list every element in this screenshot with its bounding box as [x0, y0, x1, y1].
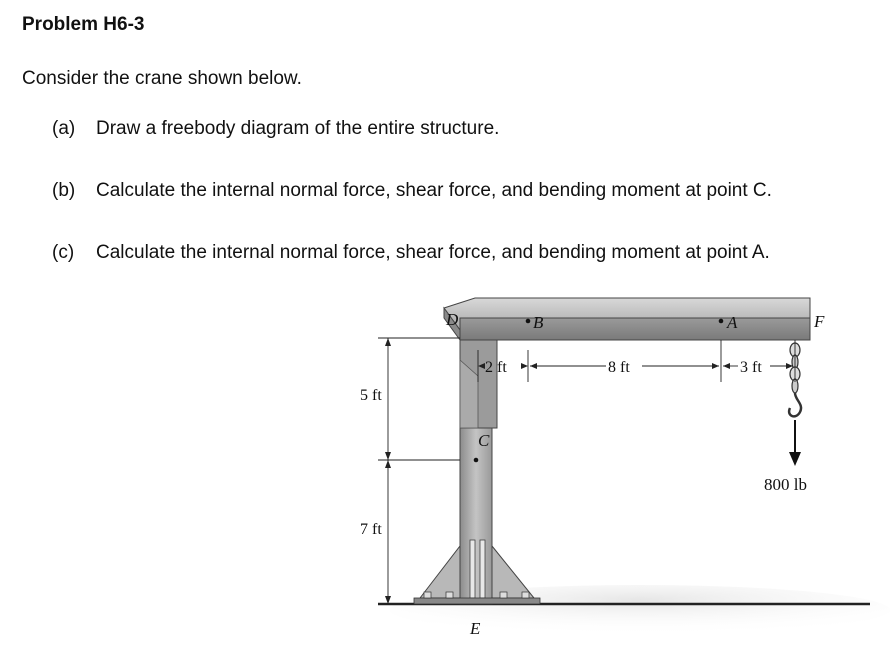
center-stiffener-a	[470, 540, 475, 598]
base-plate	[414, 598, 540, 604]
dimension-lines	[378, 338, 795, 604]
load-label: 800 lb	[764, 475, 807, 494]
hook	[789, 393, 801, 416]
part-b-text: Calculate the internal normal force, shear force, and bending moment at point C.	[96, 180, 772, 201]
beam-front-face	[460, 318, 810, 340]
load-arrow-head	[789, 452, 801, 466]
label-d: D	[446, 310, 459, 329]
base-plate-left	[420, 546, 460, 598]
dim-7ft: 7 ft	[360, 521, 382, 538]
label-a: A	[727, 313, 738, 332]
part-b-tag: (b)	[52, 180, 76, 201]
base-plate-right	[492, 546, 534, 598]
point-c-dot	[474, 458, 479, 463]
problem-title: Problem H6-3	[22, 14, 145, 35]
dim-2ft: 2 ft	[485, 359, 507, 376]
part-a-text: Draw a freebody diagram of the entire structure.	[96, 118, 500, 139]
center-stiffener-b	[480, 540, 485, 598]
label-f: F	[814, 312, 825, 331]
dim-3ft: 3 ft	[740, 359, 762, 376]
point-b-dot	[526, 319, 531, 324]
part-a-tag: (a)	[52, 118, 76, 139]
label-e: E	[470, 619, 481, 638]
dim-5ft: 5 ft	[360, 387, 382, 404]
label-b: B	[533, 313, 544, 332]
part-c-tag: (c)	[52, 242, 75, 263]
part-c-text: Calculate the internal normal force, shear force, and bending moment at point A.	[96, 242, 770, 263]
label-c: C	[478, 431, 490, 450]
intro-text: Consider the crane shown below.	[22, 68, 302, 89]
point-a-dot	[719, 319, 724, 324]
dim-8ft: 8 ft	[608, 359, 630, 376]
